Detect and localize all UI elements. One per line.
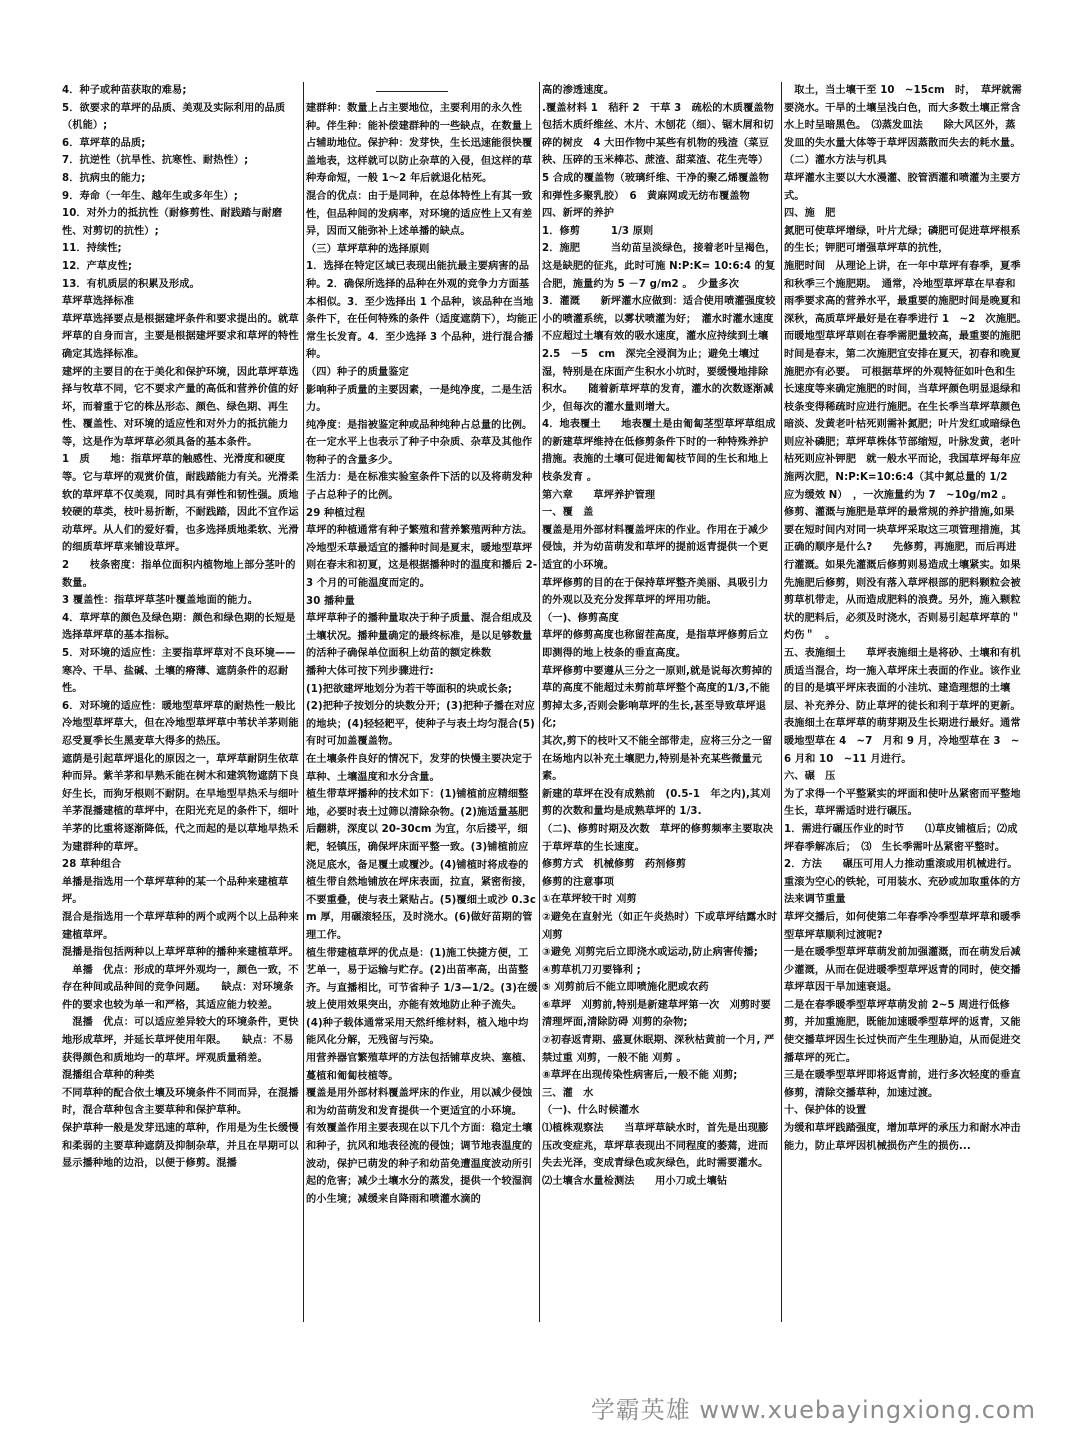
paragraph: 冷地型禾草最适宜的播种时间是夏末，暖地型草坪则在春末和初夏，这是根据播种时的温度和播后 2-3 个月的可能温度而定的。 [306, 542, 538, 590]
paragraph: (2)把种子按划分的块数分开；(3)把种子播在对应的地块；(4)轻轻耙平，使种子与表土均匀混合(5)有时可加盖覆盖物。 [306, 701, 535, 748]
paragraph: 30 播种量 [306, 595, 355, 607]
paragraph: 11．持续性; [62, 243, 122, 255]
paragraph: 播种大体可按下列步骤进行: [306, 666, 434, 677]
paragraph: 29 种植过程 [306, 507, 366, 519]
paragraph: ⑴植株观察法 当草坪草缺水时，首先是出现膨压改变症兆，草坪草表现出不同程度的萎蔫，进而失去光泽，变成青绿色或灰绿色，此时需要灌水。 ⑵土壤含水量检测法 用小刀或土壤钻 [542, 1123, 774, 1187]
paragraph: 12．产草皮性; [62, 260, 132, 272]
paragraph: 三、灌 水 [542, 1087, 594, 1099]
paragraph: 5．欲要求的草坪的品质、美观及实际利用的品质（机能）; [62, 102, 286, 132]
paragraph: 混合的优点：由于是同种，在总体特性上有其一致性，但品种间的发病率，对环境的适应性上又有差异，因而又能弥补上述单播的缺点。 [306, 190, 533, 238]
paragraph: 3 覆盖性：指草坪草茎叶覆盖地面的能力。 [62, 595, 259, 607]
paragraph: 在土壤条件良好的情况下，发芽的快慢主要决定于草种、土壤温度和水分含量。 [306, 753, 533, 783]
paragraph: 1．选择在特定区域已表现出能抗最主要病害的品种。2．确保所选择的品种在外观的竞争力方面基本相似。3．至少选择出 1 个品种，该品种在当地条件下，在任何特殊的条件（适度遮荫下），均能正常生长发育。4．至少选择 3 个品种，进行混合播种。 [306, 261, 538, 361]
paragraph: 单播是指选用一个草坪草种的某一个品种来建植草坪。 [62, 876, 289, 906]
paragraph: 建群种：数量上占主要地位，主要利用的永久性种。伴生种：能补偿建群种的一些缺点，在数量上占辅助地位。保护种：发芽快，生长迅速能很快覆盖地表，这样就可以防止杂草的入侵，但这样的草种寿命短，一般 1～2 年后就退化枯死。 [306, 103, 533, 185]
paragraph: 草坪草选择要点是根据建坪条件和要求提出的。就草坪草的自身而言，主要是根据建坪要求和草坪的特性确定其选择标准。 [62, 313, 299, 360]
paragraph: 为了求得一个平整紧实的坪面和使叶丛紧密而平整地生长，草坪需适时进行碾压。 [784, 788, 1021, 818]
paragraph: 4．种子或种苗获取的难易; [62, 85, 187, 96]
paragraph: ⑦初春返青期、盛夏休眠期、深秋枯黄前一个月, 严禁过重 刈剪，一般不能 刈剪 。 [542, 1035, 775, 1064]
paragraph: （三）草坪草种的选择原则 [306, 243, 430, 255]
paragraph: ①在草坪较干时 刈剪 [542, 894, 637, 906]
paragraph: 6．对环境的适应性：暖地型草坪草的耐热性一般比冷地型草坪草大，但在冷地型草坪草中苇状羊茅则能忍受夏季长生黑麦草大得多的热压。 [62, 700, 299, 747]
paragraph: 单播 优点：形成的草坪外观均一，颜色一致，不存在种间或品种间的竞争问题。 缺点：对环境条件的要求也较为单一和严格，其适应能力较差。 [62, 964, 299, 1011]
paragraph: 13．有机质层的积累及形成。 [62, 278, 200, 290]
paragraph: 4．草坪草的颜色及绿色期：颜色和绿色期的长短是选择草坪草的基本指标。 [62, 612, 296, 642]
paragraph: 草坪交播后，如何使第二年春季冷季型草坪草和暖季型草坪草顺利过渡呢? [784, 911, 1021, 941]
paragraph: 施肥时间 从理论上讲，在一年中草坪有春季，夏季和秋季三个施肥期。 通常，冷地型草坪草在早春和雨季要求高的营养水平，最重要的施肥时间是晚夏和深秋，高质草坪最好是在春季进行 1 ~2 次施肥。 而暖地型草坪草则在春季需肥量较高，最重要的施肥时间是春末，第二次施肥宜安排在夏天，初春和晚夏施肥亦有必要。 可根据草坪的外观特征如叶色和生长速度等来确定施肥的时间，当草坪颜色明显退绿和枝条变得稀疏时应进行施肥。在生长季当草坪草颜色暗淡、发黄老叶枯死则需补氮肥；叶片发红或暗绿色则应补磷肥；草坪草株体节部缩短，叶脉发黄，老叶枯死则应补钾肥 就一般水平而论，我国草坪每年应施两次肥，N:P:K=10:6:4（其中氮总量的 1/2 应为缓效 N） ，一次施量约为 7 ~10g/m2 。 [784, 260, 1032, 501]
paragraph: 六、碾 压 [784, 771, 836, 783]
paragraph: 新建的草坪在没有成熟前 (0.5-1 年之内),其刈剪的次数和量均是成熟草坪的 1/3. [542, 788, 771, 818]
document-page [62, 82, 1032, 1322]
paragraph: 覆盖是用外部材料覆盖坪床的作业，用以减少侵蚀和为幼苗萌发和发育提供一个更适宜的小环境。 [306, 1088, 533, 1117]
paragraph: 十、保护体的设置 [784, 1105, 867, 1117]
column-divider-1 [303, 82, 304, 1322]
paragraph: 2．方法 碾压可用人力推动重滚或用机械进行。重滚为空心的铁轮，可用装水、充砂或加取重体的方法来调节重量 [784, 859, 1021, 906]
paragraph: 用营养器官繁殖草坪的方法包括铺草皮块、塞植、蔓植和匍匐枝植等。 [306, 1053, 533, 1082]
paragraph: 四、新坪的养护 [542, 208, 615, 220]
paragraph: ⑥草坪 刈剪前,特别是新建草坪第一次 刈剪时要清理坪面,清除防碍 刈剪的杂物; [542, 999, 771, 1029]
paragraph: ⑤ 刈剪前后不能立即喷施化肥或农药 [542, 982, 709, 994]
paragraph: 不同草种的配合依土壤及环境条件不同而异，在混播时，混合草种包含主要草种和保护草种。 [62, 1087, 299, 1117]
paragraph: 影响种子质量的主要因素，一是纯净度，二是生活力。 [306, 384, 533, 414]
paragraph: 混播组合草种的种类 [62, 1070, 155, 1082]
column-divider-2 [539, 82, 540, 1322]
paragraph: 混播是指包括两种以上草坪草种的播种来建植草坪。 [62, 947, 299, 959]
paragraph: （二）灌水方法与机具 [784, 155, 887, 167]
paragraph: 植生带草坪播种的技术如下：(1)铺植前应精细整地，必要时表土过筛以清除杂物。(2)施适量基肥后翻耕，深度以 20-30cm 为宜，尔后搂平，细耙，轻镇压，确保坪床面平整一致。(3)铺植前应浇足底水，备足覆土或覆沙。(4)铺植时将成卷的植生带自然地铺放在坪床表面，拉直，紧密衔接，不要重叠，使与表土紧贴占。(5)覆细土或沙 0.3cm 厚，用碾滚轻压，及时浇水。(6)做好苗期的管理工作。 [306, 789, 537, 941]
paragraph: 6．草坪草的品质; [62, 137, 146, 149]
paragraph: 混合是指选用一个草坪草种的两个或两个以上品种来建植草坪。 [62, 911, 299, 941]
paragraph: (1)把欲建坪地划分为若干等面积的块或长条; [306, 683, 513, 695]
paragraph: ④剪草机刀刃要锋利 ; [542, 964, 641, 976]
paragraph: 修剪方式 机械修剪 药剂修剪 [542, 859, 687, 871]
paragraph: 草坪的修剪高度也称留茬高度，是指草坪修剪后立即测得的地上枝条的垂直高度。 [542, 630, 769, 659]
paragraph: .覆盖材料 1 秸秆 2 干草 3 疏松的木质覆盖物包括木质纤维丝、木片、木刨花（细）、锯木屑和切碎的树皮 4 大田作物中某些有机物的残渣（菜豆秧、压碎的玉米棒芯、蔗渣、甜菜渣、花生壳等） 5 合成的覆盖物（玻璃纤维、干净的聚乙烯覆盖物和弹性多聚乳胶） 6 黄麻网或无纺布覆盖物 [542, 102, 774, 202]
paragraph: 9．寿命（一年生、越年生或多年生）; [62, 190, 238, 202]
paragraph: 草坪修剪中要遵从三分之一原则,就是说每次剪掉的草的高度不能超过未剪前草坪整个高度的1/3,不能剪掉太多,否则会影响草坪的生长,甚至导致草坪退化; [542, 665, 773, 730]
paragraph: 1．需进行碾压作业的时节 ⑴草皮铺植后；⑵成坪春季解冻后； ⑶ 生长季需叶丛紧密平整时。 [784, 823, 1018, 853]
paragraph: 草坪的种植通常有种子繁殖和营养繁殖两种方法。 [306, 525, 533, 537]
paragraph: 草坪草选择标准 [62, 296, 135, 308]
paragraph: 1．修剪 1/3 原则 [542, 225, 654, 237]
paragraph: 为缓和草坪践踏强度，增加草坪的承压力和耐水冲击能力，防止草坪因机械损伤产生的损伤... [784, 1123, 1021, 1152]
paragraph: 2．施肥 当幼苗呈淡绿色，接着老叶呈褐色，这是缺肥的征兆，此时可施 N:P:K= 10:6:4 的复合肥，施量约为 5 －7 g/m2 。 少量多次 [542, 243, 776, 290]
paragraph: 其次,剪下的枝叶又不能全部带走，应将三分之一留在场地内以补充土壤肥力,特别是补充某些微量元素。 [542, 735, 773, 783]
paragraph: 植生带建植草坪的优点是：(1)施工快捷方便，工艺单一，易于运输与贮存。(2)出苗率高，出苗整齐。与直播相比，可节省种子 1/3—1/2。(3)在缓坡上使用效果突出，亦能有效地防止种子流失。(4)种子载体通常采用天然纤维材料，植入地中均能风化分解，无残留与污染。 [306, 947, 538, 1047]
paragraph: 28 草种组合 [62, 859, 122, 871]
paragraph: 草坪修剪的目的在于保持草坪整齐美丽、具吸引力的外观以及充分发挥草坪的坪用功能。 [542, 577, 769, 607]
paragraph: 4．地表覆土 地表覆土是由匍匐茎型草坪草组成的新建草坪维持在低修剪条件下时的一种特殊养护措施。表施的土壤可促进匍匐枝节间的生长和地上枝条发育 。 [542, 419, 776, 484]
column-1 [62, 82, 300, 1322]
paragraph: 一、覆 盖 [542, 507, 594, 519]
paragraph: 三是在暖季型草坪即将返青前，进行多次轻度的垂直修剪，清除交播草种，加速过渡。 [784, 1070, 1021, 1099]
paragraph: （一)、修剪高度 [542, 612, 619, 624]
paragraph: 五、表施细土 草坪表施细土是将砂、土壤和有机质适当混合，均一施入草坪床土表面的作业。该作业的目的是填平坪床表面的小洼坑、建造理想的土壤层、补充养分、防止草坪的徒长和利于草坪的更新。 表施细土在草坪草的萌芽期及生长期进行最好。通常暖地型草在 4 ~7 月和 9 月，冷地型草在 3 ~6 月和 10 ~11 月进行。 [784, 648, 1026, 765]
paragraph: 8．抗病虫的能力; [62, 172, 146, 184]
paragraph: 遮荫是引起草坪退化的原因之一，草坪草耐阴生依草种而异。紫羊茅和早熟禾能在树木和建筑物遮荫下良好生长，而狗牙根则不耐阴。在早地型早热禾与细叶羊茅混播建植的草坪中，在阳光充足的条件下，细叶羊茅的比重将逐渐降低，代之而起的是以草地早热禾为建群种的草坪。 [62, 753, 299, 853]
paragraph: 一是在暖季型草坪草萌发前加强灌溉，而在萌发后减少灌溉，从而在促进暖季型草坪返青的同时，使交播草坪草因干旱加速衰退。 [784, 947, 1021, 994]
column-4 [784, 82, 1032, 1322]
paragraph: 草坪灌水主要以大水漫灌、胶管洒灌和喷灌为主要方式。 [784, 172, 1021, 202]
paragraph: （一)、什么时候灌水 [542, 1105, 640, 1117]
paragraph: 3．灌溉 新坪灌水应做到：适合使用喷灌强度较小的喷灌系统，以雾状喷灌为好； 灌水时灌水速度不应超过土壤有效的吸水速度，灌水应持续到土壤 2.5 －5 cm 深完全浸润为止；避免土壤过湿，特别是在床面产生积水小坑时，要缓慢地排除积水。 随着新草坪草的发育，灌水的次数逐渐减少，但每次的灌水量则增大。 [542, 296, 776, 413]
top-rule [376, 91, 448, 92]
column-2 [306, 82, 538, 1322]
paragraph: 二是在春季暖季型草坪草萌发前 2~5 周进行低修剪，并加重施肥，既能加速暖季型草坪的返青，又能使交播草坪因生长过快而产生生理胁迫，从而促进交播草坪的死亡。 [784, 999, 1021, 1064]
paragraph: 2 枝条密度：指单位面积内植物地上部分茎叶的数量。 [62, 560, 296, 589]
column-3 [542, 82, 778, 1322]
paragraph: 5．对环境的适应性：主要指草坪草对不良环境——寒冷、干旱、盐碱、土壤的瘠薄、遮荫条件的忍耐性。 [62, 648, 296, 695]
paragraph: 1 质 地：指草坪草的触感性、光滑度和硬度等。它与草坪的观赏价值，耐践踏能力有关。光滑柔软的草坪草不仅美观，同时具有弹性和韧性强。质地较硬的草类，枝叶易折断，不耐践踏，因此不宜作运动草坪。从人们的爱好看，也多选择质地柔软、光滑的细质草坪草来铺设草坪。 [62, 454, 299, 554]
site-watermark: 学霸英雄 www.xuebayingxiong.com [590, 1396, 1036, 1424]
paragraph: 高的渗透速度。 [542, 85, 615, 96]
paragraph: 修剪的注意事项 [542, 876, 615, 888]
paragraph: ③避免 刈剪完后立即浇水或运动,防止病害传播; [542, 947, 758, 959]
paragraph: 氮肥可使草坪增绿，叶片尤绿；磷肥可促进草坪根系的生长；钾肥可增强草坪草的抗性， [784, 225, 1021, 255]
paragraph: ②避免在直射光（如正午炎热时）下或草坪结露水时 刈剪 [542, 911, 778, 941]
paragraph: （二)、修剪时期及次数 草坪的修剪频率主要取决于草坪草的生长速度。 [542, 823, 774, 853]
paragraph: 建坪的主要目的在于美化和保护环境，因此草坪草选择与牧草不同，它不要求产量的高低和营养价值的好坏，而着重于它的株丛形态、颜色、绿色期、再生性、覆盖性、对环境的适应性和对外力的抵抗能力等，这是作为草坪草必须具备的基本条件。 [62, 366, 299, 448]
paragraph: 覆盖是用外部材料覆盖坪床的作业。作用在于减少侵蚀，并为幼苗萌发和草坪的提前返青提供一个更适宜的小环境。 [542, 524, 769, 572]
paragraph: 混播 优点：可以适应差异较大的环境条件，更快地形成草坪，并延长草坪使用年限。 缺点：不易获得颜色和质地均一的草坪。坪观质量稍差。 [62, 1017, 299, 1064]
column-divider-3 [781, 82, 782, 1322]
paragraph: 纯净度：是指被鉴定种或品种纯种占总量的比例。在一定水平上也表示了种子中杂质、杂草及其他作物种子的含量多少。 [306, 419, 533, 466]
paragraph: 7．抗逆性（抗旱性、抗寒性、耐热性）; [62, 155, 249, 167]
paragraph: 第六章 草坪养护管理 [542, 489, 656, 501]
paragraph: 保护草种一般是发芽迅速的草种，作用是为生长缓慢和柔弱的主要草种遮荫及抑制杂草，并且在早期可以显示播种地的边沿，以便于修剪。混播 [62, 1123, 299, 1170]
paragraph: 10．对外力的抵抗性（耐修剪性、耐践踏与耐磨性、对剪切的抗性）; [62, 208, 283, 237]
paragraph: （四）种子的质量鉴定 [306, 366, 409, 378]
paragraph: 草坪草种子的播种量取决于种子质量、混合组成及土壤状况。播种量确定的最终标准，是以足够数量的活种子确保单位面积上幼苗的额定株数 [306, 613, 533, 660]
paragraph: ⑧草坪在出现传染性病害后,一般不能 刈剪; [542, 1070, 738, 1082]
paragraph: 有效覆盖作用主要表现在以下几个方面：稳定土壤和种子，抗风和地表径流的侵蚀；调节地表温度的波动，保护已萌发的种子和幼苗免遭温度波动所引起的危害；减少土壤水分的蒸发，提供一个较湿润的小生境；减缓来自降雨和喷灌水滴的 [306, 1123, 533, 1205]
paragraph: 取土，当土壤干至 10 ~15cm 时， 草坪就需要浇水。干旱的土壤呈浅白色，而大多数土壤正常含水上时呈暗黑色。 ⑶蒸发皿法 除大风区外，蒸发皿的失水量大体等于草坪因蒸散而失去的耗水量。 [784, 85, 1022, 149]
paragraph: 生活力：是在标准实验室条件下活的以及将萌发种子占总种子的比例。 [306, 472, 533, 502]
paragraph: 修剪、灌溉与施肥是草坪的最常规的养护措施,如果要在短时间内对同一块草坪采取这三项管理措施，其正确的顺序是什么? 先修剪，再施肥，而后再进行灌溉。如果先灌溉后修剪则易造成土壤紧实。如果先施肥后修剪，则没有落入草坪根部的肥料颗粒会被剪草机带走，从而造成肥料的浪费。另外，施入颗粒状的肥料后，必须及时浇水，否则易引起草坪草的＂灼伤＂ 。 [784, 507, 1021, 642]
paragraph: 四、施 肥 [784, 208, 836, 220]
